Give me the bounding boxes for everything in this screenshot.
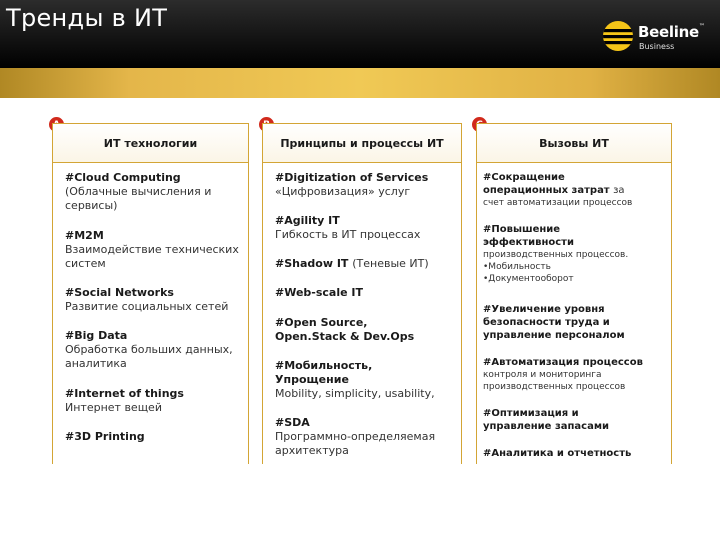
list-item [65, 229, 242, 271]
list-item [275, 359, 435, 401]
item-title: #Мобильность, Упрощение [275, 359, 373, 386]
gold-band [0, 68, 720, 98]
column-it-challenges [476, 123, 672, 464]
item-title: #Shadow IT (Теневые ИТ) [275, 257, 429, 270]
list-item [483, 356, 667, 393]
brand-name: Beeline™ [638, 23, 705, 41]
item-desc: Обработка больших данных, аналитика [65, 343, 233, 370]
list-item [275, 214, 455, 242]
list-item [65, 430, 242, 444]
item-desc: «Цифровизация» услуг [275, 185, 411, 198]
item-desc: производственных процессов. [483, 250, 629, 260]
item-title: #Аналитика и отчетность [483, 448, 632, 459]
slide-header [0, 0, 720, 68]
list-item [275, 416, 455, 458]
item-title: #SDA [275, 416, 310, 429]
list-item [483, 303, 649, 342]
list-item [483, 223, 667, 285]
item-bullet: •Мобильность [483, 262, 551, 272]
list-item [65, 171, 242, 213]
item-title: #3D Printing [65, 430, 145, 443]
item-desc: Программно-определяемая архитектура [275, 430, 436, 457]
column-heading: ИТ технологии [53, 123, 248, 163]
item-bullet: •Документооборот [483, 274, 574, 284]
column-heading: Принципы и процессы ИТ [263, 123, 461, 163]
item-title: #Digitization of Services [275, 171, 429, 184]
list-item [483, 447, 667, 460]
column-it-technologies [52, 123, 249, 464]
item-title: #M2M [65, 229, 104, 242]
item-desc: Интернет вещей [65, 401, 162, 414]
item-desc: контроля и мониторинга производственных процессов [483, 370, 626, 392]
list-item [483, 407, 611, 433]
item-title: #Agility IT [275, 214, 340, 227]
slide-title: Тренды в ИТ [6, 4, 168, 32]
item-title: #Social Networks [65, 286, 174, 299]
item-title: #Internet of things [65, 387, 184, 400]
item-inline-desc: за [613, 185, 625, 196]
item-desc: Развитие социальных сетей [65, 300, 229, 313]
item-title: #Оптимизация и управление запасами [483, 408, 610, 432]
column-principles-processes [262, 123, 462, 464]
item-title: #Cloud Computing [65, 171, 181, 184]
item-title: #Open Source, Open.Stack & Dev.Ops [275, 316, 415, 343]
brand-subtitle: Business [639, 42, 675, 51]
list-item [483, 171, 631, 209]
item-title: #Автоматизация процессов [483, 357, 643, 368]
list-item [275, 316, 431, 344]
item-title: #Повышение эффективности [483, 224, 574, 248]
list-item [275, 257, 455, 271]
list-item [65, 329, 242, 371]
item-title: #Увеличение уровня безопасности труда и управление персоналом [483, 304, 625, 341]
item-inline-desc: (Теневые ИТ) [352, 257, 429, 270]
list-item [275, 286, 455, 300]
list-item [65, 387, 242, 415]
beeline-logo [602, 20, 714, 56]
list-item [65, 286, 242, 314]
list-item [275, 171, 455, 199]
item-title: #Big Data [65, 329, 128, 342]
item-title: #Сокращение операционных затрат за [483, 172, 625, 196]
item-desc: счет автоматизации процессов [483, 198, 633, 208]
item-desc: Гибкость в ИТ процессах [275, 228, 421, 241]
item-desc: Взаимодействие технических систем [65, 243, 239, 270]
item-desc: Mobility, simplicity, usability, [275, 387, 435, 400]
column-heading: Вызовы ИТ [477, 123, 671, 163]
item-title: #Web-scale IT [275, 286, 364, 299]
beeline-logo-icon [602, 20, 634, 52]
item-desc: (Облачные вычисления и сервисы) [65, 185, 212, 212]
